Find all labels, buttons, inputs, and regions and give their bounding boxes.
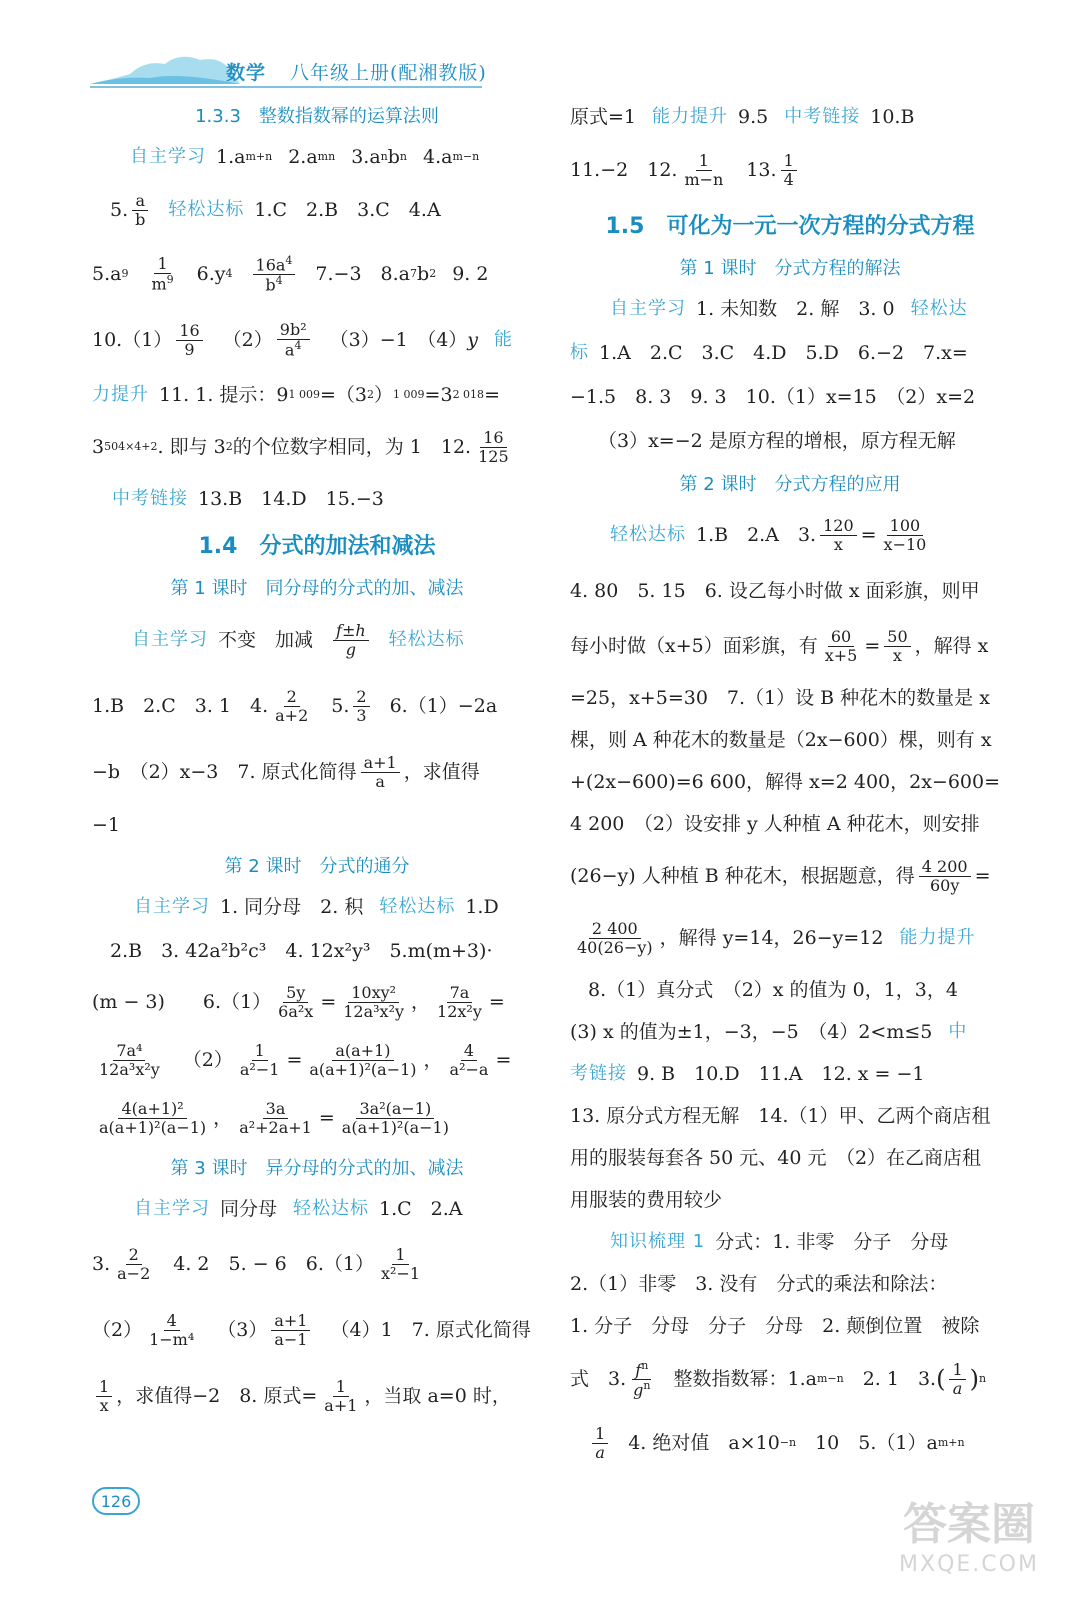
tag-exam-link: 中考链接 <box>112 488 188 510</box>
cloud-decoration-icon <box>90 50 240 86</box>
tag-exam-link: 中考链接 <box>784 106 861 128</box>
tag-easy: 标 <box>570 342 589 364</box>
tag-self-study: 自主学习 <box>132 629 208 651</box>
lesson-title: 第 3 课时 异分母的分式的加、减法 <box>170 1158 464 1179</box>
answer-line: （2） $\frac{4}{\text{1−m⁴}}$ （3） $\frac{a+1}{a-1}$ （4）1 7. 原式化简得 <box>92 1310 531 1349</box>
answer-line: +(2x−600)=6 600，解得 x=2 400，2x−600= <box>570 770 1001 793</box>
answer-line: 11.−2 12. $\frac{1}{m-n}$ 13. $\frac{1}{4}$ <box>570 139 1010 201</box>
subject-label: 数学 <box>226 62 267 84</box>
tag-easy: 轻松达标 <box>388 629 465 651</box>
fraction: $\frac{f\pm h}{g}$ <box>333 622 369 658</box>
answer-line: 考链接 9. B 10.D 11.A 12. x = −1 <box>570 1062 925 1085</box>
answer-line: 2.B 3. 42a²b²c³ 4. 12x²y³ 5.m(m+3)· <box>110 939 493 962</box>
tag-ability: 力提升 <box>92 384 149 406</box>
answer-line: $\frac{\text{7a⁴}}{\text{12a³x²y}}$ （2） $\frac{1}{\text{a²−1}}$ = $\frac{a(a+1)}{\text{a(a+1)²(a−1)}}$ ， $\frac{4}{\text{a²−a}}$ = <box>92 1031 542 1089</box>
section-title-1-5: 1.5 可化为一元一次方程的分式方程 <box>605 213 975 239</box>
answer-line: −1.5 8. 3 9. 3 10.（1）x=15 （2）x=2 <box>570 385 976 408</box>
answer-line: 式 3. $\frac{f^n}{g^n}$ 整数指数幂：1.a m−n 2. 1 3. ( $\frac{1}{a}$ ) n <box>570 1358 987 1399</box>
fraction: $\frac{\text{7a⁴}}{\text{12a³x²y}}$ <box>99 1040 160 1079</box>
answer-line: (m − 3) 6.（1） $\frac{5y}{\text{6a²x}}$ = $\frac{\text{10xy²}}{\text{12a³x²y}}$ ， $\frac{7a}{\text{12x²y}}$ = <box>92 982 505 1021</box>
fraction: $\frac{a(a+1)}{\text{a(a+1)²(a−1)}}$ <box>309 1040 417 1079</box>
section-title-1-4: 1.4 分式的加法和减法 <box>198 533 436 559</box>
tag-exam-link: 考链接 <box>570 1063 627 1085</box>
fraction: $\frac{16a^4}{b^4}$ <box>253 255 296 294</box>
answer-line: 自主学习 1. 同分母 2. 积 轻松达标 1.D <box>134 895 499 918</box>
fraction: $\frac{1}{a+1}$ <box>324 1376 358 1415</box>
answer-line: 标 1.A 2.C 3.C 4.D 5.D 6.−2 7.x= <box>570 341 968 364</box>
answer-line: $\frac{1}{a}$ 4. 绝对值 a×10 −n 10 5.（1）a m+n <box>570 1411 1010 1475</box>
answer-line: 力提升 11. 1. 提示：9 1 009 =（3 2 ） 1 009 =3 2 018 = <box>92 383 500 406</box>
answer-line: 5. $\frac{a}{b}$ 轻松达标 1.C 2.B 3.C 4.A <box>110 190 441 229</box>
fraction: $\frac{4 200}{60y}$ <box>919 858 971 894</box>
answer-line: (3) x 的值为±1，−3，−5 （4）2<m≤5 中 <box>570 1020 968 1043</box>
tag-easy: 轻松达标 <box>293 1198 370 1220</box>
fraction: $\frac{2}{a+2}$ <box>275 686 309 725</box>
left-column <box>92 95 542 1429</box>
answer-line: 3 504×4+2 . 即与 3 2 的个位数字相同，为 1 12. $\frac{16}{125}$ <box>92 417 542 477</box>
fraction: $\frac{f^n}{g^n}$ <box>633 1358 651 1399</box>
answer-line: （3）x=−2 是原方程的增根，原方程无解 <box>598 429 956 452</box>
fraction: $\frac{50}{x}$ <box>884 628 910 664</box>
fraction: $\frac{100}{x-10}$ <box>883 515 927 554</box>
fraction: $\frac{\text{10xy²}}{\text{12a³x²y}}$ <box>343 982 405 1021</box>
answer-line: 5.a 9 $\frac{1}{m^9}$ 6.y 4 $\frac{16a^4}{b^4}$ 7.−3 8.a 7 b 2 9. 2 <box>92 253 489 294</box>
answer-line: $\frac{2 400}{40(26-y)}$ ，解得 y=14，26−y=12 能力提升 <box>570 907 1010 969</box>
tag-easy: 轻松达 <box>910 298 968 320</box>
answer-line: 棵，则 A 种花木的数量是（2x−600）棵，则有 x <box>570 728 992 751</box>
answer-line: 4. 80 5. 15 6. 设乙每小时做 x 面彩旗，则甲 <box>570 579 980 602</box>
fraction: $\frac{3a}{\text{a²+2a+1}}$ <box>239 1098 312 1137</box>
answer-line: −1 <box>92 813 121 836</box>
tag-self-study: 自主学习 <box>134 896 210 918</box>
page-header <box>0 0 1079 100</box>
fraction: $\frac{1}{a}$ <box>592 1425 608 1461</box>
fraction: $\frac{1}{a}$ <box>949 1361 965 1397</box>
fraction: $\frac{60}{x+5}$ <box>824 626 858 665</box>
answer-line: 自主学习 1.a m+n 2.a mn 3.a n b n 4.a m−n <box>130 145 480 168</box>
answer-line: 2.（1）非零 3. 没有 分式的乘法和除法： <box>570 1272 948 1295</box>
fraction: $\frac{2 400}{40(26-y)}$ <box>577 918 653 957</box>
fraction: $\frac{1}{4}$ <box>781 152 797 188</box>
lesson-title: 第 2 课时 分式的通分 <box>224 856 410 877</box>
answer-line: 13. 原分式方程无解 14.（1）甲、乙两个商店租 <box>570 1104 991 1127</box>
lesson-title: 第 1 课时 同分母的分式的加、减法 <box>170 578 464 599</box>
answer-line: 用的服装每套各 50 元、40 元 （2）在乙商店租 <box>570 1146 982 1169</box>
fraction: $\frac{1}{\text{a²−1}}$ <box>239 1040 280 1079</box>
tag-ability: 能力提升 <box>899 927 976 949</box>
fraction: $\frac{4}{\text{1−m⁴}}$ <box>149 1310 195 1349</box>
fraction: $\frac{\text{9b²}}{a^4}$ <box>277 321 310 359</box>
fraction: $\frac{1}{m^9}$ <box>151 254 174 294</box>
answer-line: $\frac{\text{4(a+1)²}}{\text{a(a+1)²(a−1)}}$ ， $\frac{3a}{\text{a²+2a+1}}$ = $\frac{\text{3a²(a−1)}}{\text{a(a+1)²(a−1)}}$ <box>92 1089 542 1147</box>
answer-line: 自主学习 1. 未知数 2. 解 3. 0 轻松达 <box>610 297 968 320</box>
answer-line: 1. 分子 分母 分子 分母 2. 颠倒位置 被除 <box>570 1314 980 1337</box>
answer-line: −b （2）x−3 7. 原式化简得 $\frac{a+1}{a}$ ，求值得 <box>92 752 480 791</box>
lesson-title: 第 1 课时 分式方程的解法 <box>679 258 901 279</box>
fraction: $\frac{7a}{\text{12x²y}}$ <box>437 982 482 1021</box>
right-column <box>570 95 1010 1475</box>
tag-easy: 轻松达标 <box>610 524 686 546</box>
fraction: $\frac{2}{3}$ <box>353 688 369 724</box>
answer-line: 自主学习 同分母 轻松达标 1.C 2.A <box>134 1197 463 1220</box>
header-rule <box>90 86 482 88</box>
answer-line: 中考链接 13.B 14.D 15.−3 <box>112 487 384 510</box>
fraction: $\frac{a+1}{a}$ <box>361 754 400 790</box>
answer-line: (26−y) 人种植 B 种花木，根据题意，得 $\frac{4 200}{60y}$ = <box>570 856 991 895</box>
fraction: $\frac{1}{m-n}$ <box>684 150 724 189</box>
tag-exam-link: 中 <box>948 1021 968 1043</box>
page-number: 126 <box>92 1487 140 1515</box>
tag-self-study: 自主学习 <box>130 146 206 168</box>
fraction: $\frac{16}{125}$ <box>478 427 509 466</box>
fraction: $\frac{5y}{\text{6a²x}}$ <box>278 982 314 1021</box>
answer-line: 3. $\frac{2}{a-2}$ 4. 2 5. − 6 6.（1） $\frac{1}{\text{x²−1}}$ <box>92 1231 542 1297</box>
fraction: $\frac{a+1}{a-1}$ <box>271 1312 310 1348</box>
fraction: $\frac{1}{x}$ <box>96 1378 112 1414</box>
tag-easy: 轻松达标 <box>168 199 245 221</box>
tag-ability: 能 <box>494 329 514 351</box>
tag-self-study: 自主学习 <box>134 1198 210 1220</box>
answer-line: =25，x+5=30 7.（1）设 B 种花木的数量是 x <box>570 686 990 709</box>
answer-line: 8.（1）真分式 （2）x 的值为 0，1，3，4 <box>588 978 958 1001</box>
fraction: $\frac{\text{4(a+1)²}}{\text{a(a+1)²(a−1)}}$ <box>99 1098 207 1137</box>
answer-line: 原式=1 能力提升 9.5 中考链接 10.B <box>570 105 915 128</box>
fraction: $\frac{120}{x}$ <box>820 517 857 553</box>
fraction: $\frac{\text{3a²(a−1)}}{\text{a(a+1)²(a−1)}}$ <box>341 1098 449 1137</box>
fraction: $\frac{4}{\text{a²−a}}$ <box>449 1040 489 1079</box>
section-title-1-3-3: 1.3.3 整数指数幂的运算法则 <box>195 106 439 127</box>
fraction: $\frac{1}{\text{x²−1}}$ <box>380 1244 420 1283</box>
book-title: 八年级上册(配湘教版) <box>290 62 487 84</box>
answer-line: 自主学习 不变 加减 $\frac{f\pm h}{g}$ 轻松达标 <box>132 620 465 659</box>
fraction: $\frac{a}{b}$ <box>132 192 148 228</box>
watermark-logo: 答案圈 MXQE.COM <box>899 1499 1039 1577</box>
lesson-title: 第 2 课时 分式方程的应用 <box>679 474 901 495</box>
fraction: $\frac{16}{9}$ <box>176 322 202 358</box>
tag-self-study: 自主学习 <box>610 298 686 320</box>
answer-line: 用服装的费用较少 <box>570 1188 723 1211</box>
answer-line: 10.（1） $\frac{16}{9}$ （2） $\frac{\text{9b²}}{a^4}$ （3）−1 （4） y 能 <box>92 320 514 360</box>
tag-knowledge-summary: 知识梳理 1 <box>610 1231 706 1253</box>
answer-line: 每小时做（x+5）面彩旗，有 $\frac{60}{x+5}$ = $\frac{50}{x}$ ，解得 x <box>570 626 989 665</box>
answer-line: 知识梳理 1 分式：1. 非零 分子 分母 <box>610 1230 949 1253</box>
fraction: $\frac{2}{a-2}$ <box>117 1244 151 1283</box>
answer-line: 1.B 2.C 3. 1 4. $\frac{2}{a+2}$ 5. $\frac{2}{3}$ 6.（1）−2a <box>92 686 498 725</box>
tag-easy: 轻松达标 <box>379 896 456 918</box>
answer-line: 4 200 （2）设安排 y 人种植 A 种花木，则安排 <box>570 812 980 835</box>
answer-line: $\frac{1}{x}$ ，求值得−2 8. 原式= $\frac{1}{a+1}$ ，当取 a=0 时， <box>92 1363 542 1429</box>
answer-line: 轻松达标 1.B 2.A 3. $\frac{120}{x}$ = $\frac{100}{x-10}$ <box>570 503 1010 567</box>
tag-ability: 能力提升 <box>652 106 729 128</box>
